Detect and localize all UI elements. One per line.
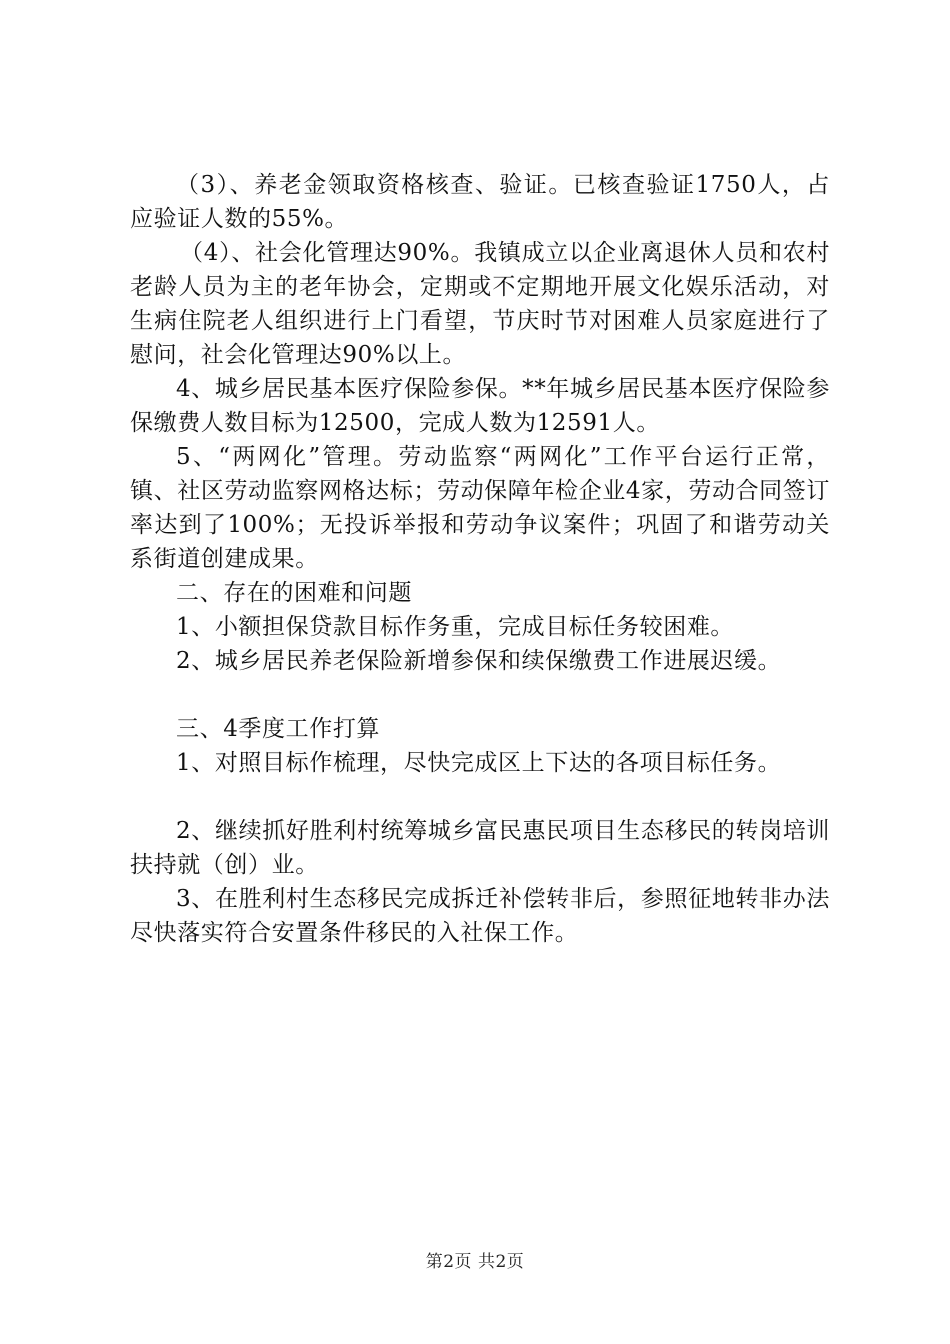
paragraph-two-network-management: 5、“两网化”管理。劳动监察“两网化”工作平台运行正常，镇、社区劳动监察网格达标；劳动保障年检企业4家，劳动合同签订率达到了100%；无投诉举报和劳动争议案件；巩固了和谐劳动关系街道创建成果。 [130, 444, 830, 572]
spacer [130, 780, 830, 814]
paragraph-plan-training: 2、继续抓好胜利村统筹城乡富民惠民项目生态移民的转岗培训扶持就（创）业。 [130, 818, 830, 878]
spacer [130, 678, 830, 712]
document-body [130, 168, 830, 950]
section-heading-q4-plan: 三、4季度工作打算 [176, 716, 381, 742]
section-heading-problems: 二、存在的困难和问题 [176, 580, 412, 606]
paragraph-plan-social-security: 3、在胜利村生态移民完成拆迁补偿转非后，参照征地转非办法尽快落实符合安置条件移民的入社保工作。 [130, 886, 830, 946]
page-number-footer: 第2页 共2页 [425, 1252, 525, 1272]
paragraph-pension-verification: （3）、养老金领取资格核查、验证。已核查验证1750人，占应验证人数的55%。 [130, 172, 830, 232]
paragraph-medical-insurance: 4、城乡居民基本医疗保险参保。**年城乡居民基本医疗保险参保缴费人数目标为12500，完成人数为12591人。 [130, 376, 830, 436]
paragraph-problem-pension: 2、城乡居民养老保险新增参保和续保缴费工作进展迟缓。 [176, 648, 782, 674]
paragraph-problem-loans: 1、小额担保贷款目标作务重，完成目标任务较困难。 [176, 614, 735, 640]
paragraph-social-management: （4）、社会化管理达90%。我镇成立以企业离退休人员和农村老龄人员为主的老年协会，定期或不定期地开展文化娱乐活动，对生病住院老人组织进行上门看望，节庆时节对困难人员家庭进行了慰问，社会化管理达90%以上。 [130, 240, 830, 368]
paragraph-plan-targets: 1、对照目标作梳理，尽快完成区上下达的各项目标任务。 [176, 750, 782, 776]
